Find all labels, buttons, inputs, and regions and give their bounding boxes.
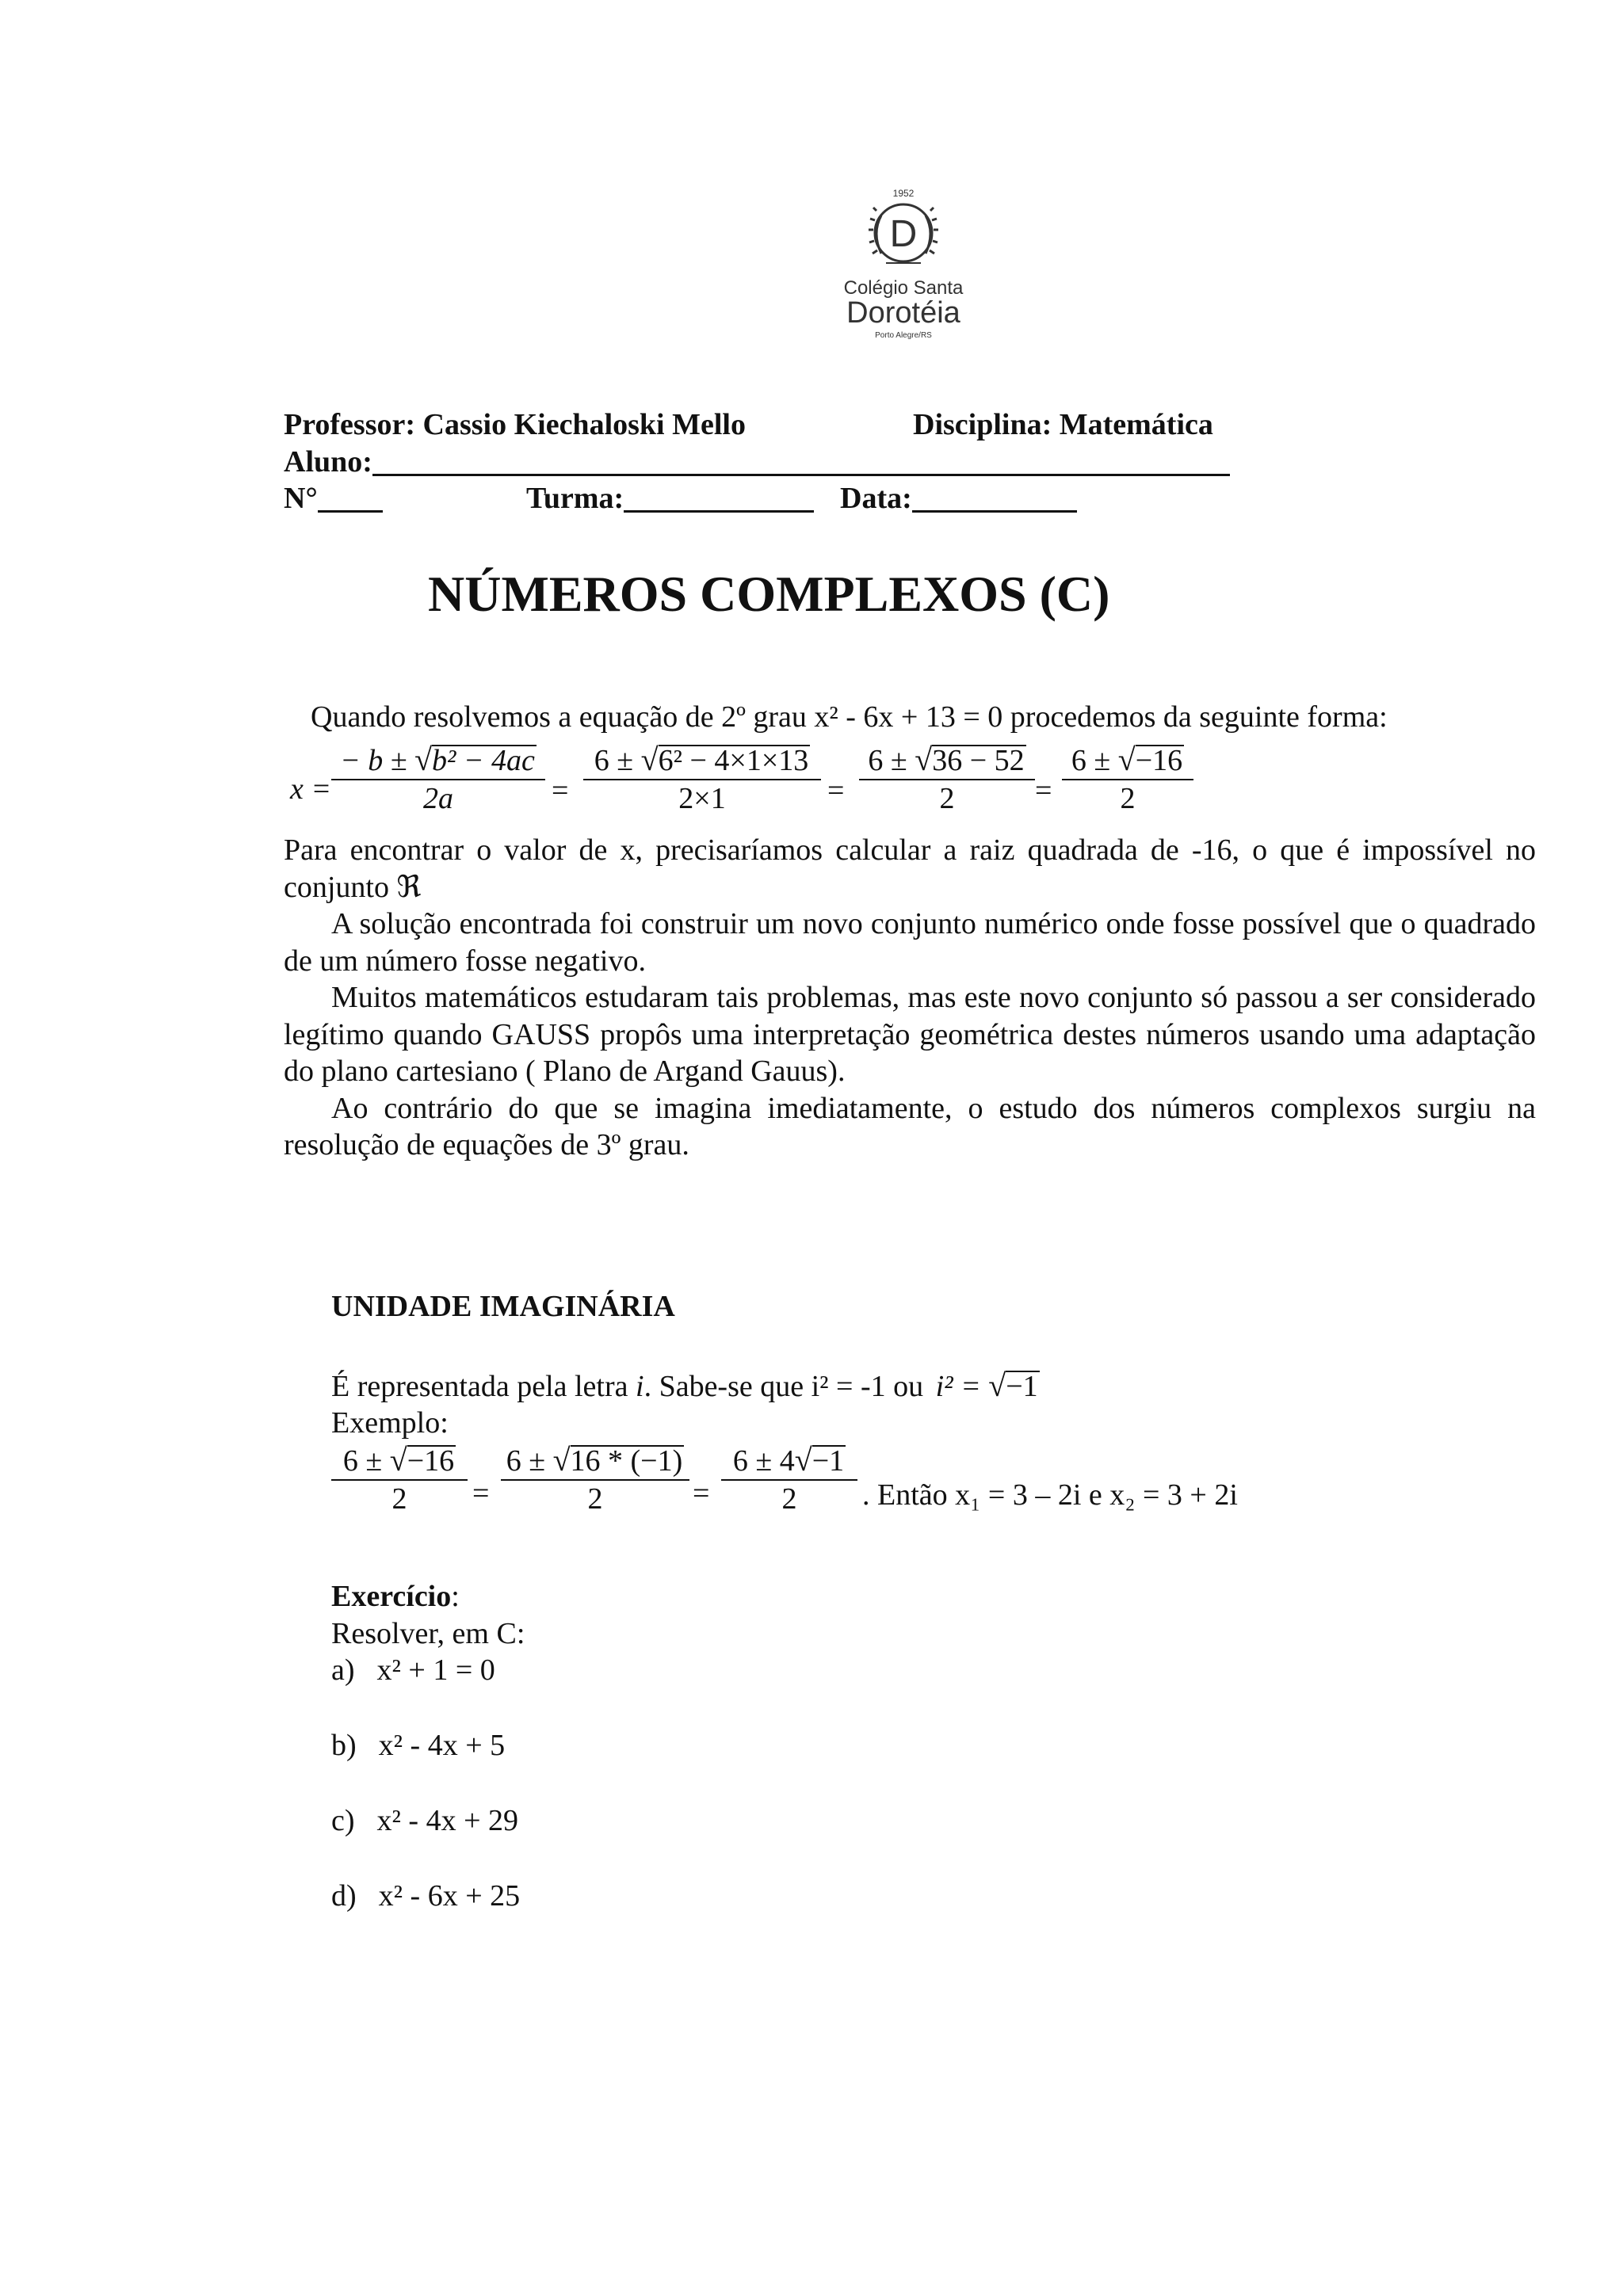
numero-row [284, 480, 383, 517]
exercicio-instruction: Resolver, em C: [331, 1617, 525, 1650]
data-label: Data: [840, 482, 912, 515]
school-logo [824, 184, 983, 350]
page-title: NÚMEROS COMPLEXOS (C) [428, 566, 1110, 622]
equals-sign: = [1035, 774, 1052, 807]
logo-line1: Colégio Santa [843, 277, 964, 299]
fraction-simplified: 6 ± √36 − 52 2 [859, 743, 1035, 815]
numero-field[interactable] [318, 483, 383, 513]
professor-label: Professor: Cassio Kiechaloski Mello [284, 408, 746, 441]
aluno-label: Aluno: [284, 445, 372, 479]
fraction-general: − b ± √b² − 4ac 2a [331, 743, 545, 815]
aluno-field[interactable] [372, 447, 1230, 476]
exercise-item-b: b) x² - 4x + 5 [331, 1729, 506, 1762]
disciplina-label: Disciplina: Matemática [913, 408, 1213, 441]
intro-body [284, 832, 1536, 1164]
intro-paragraph-3: A solução encontrada foi construir um novo conjunto numérico onde fosse possível que o quadrado de um número fosse negativo. [284, 907, 1536, 978]
fraction-result: 6 ± √−16 2 [1062, 743, 1193, 815]
fraction-substituted: 6 ± √6² − 4×1×13 2×1 [583, 743, 821, 815]
svg-text:1952: 1952 [892, 188, 915, 199]
intro-paragraph-1: Quando resolvemos a equação de 2º grau x² - 6x + 13 = 0 procedemos da seguinte forma: [311, 700, 1388, 734]
turma-row [526, 480, 814, 517]
formula-lhs: x = [290, 772, 332, 806]
intro-paragraph-2: Para encontrar o valor de x, precisaríamos calcular a raiz quadrada de -16, o que é impossível no conjunto ℜ [284, 833, 1536, 904]
svg-text:D: D [889, 213, 918, 255]
turma-field[interactable] [624, 483, 814, 513]
i-squared-formula: i² = √−1 [935, 1367, 1038, 1403]
equals-sign: = [693, 1477, 710, 1510]
data-row [840, 480, 1077, 517]
turma-label: Turma: [526, 482, 624, 515]
data-field[interactable] [912, 483, 1077, 513]
exercise-item-a: a) x² + 1 = 0 [331, 1653, 495, 1687]
exemplo-label: Exemplo: [331, 1406, 449, 1440]
example-conclusion: . Então x₁ = 3 – 2i e x₂ = 3 + 2i [862, 1478, 1238, 1512]
example-fraction-1: 6 ± √−16 2 [331, 1444, 468, 1516]
intro-paragraph-4: Muitos matemáticos estudaram tais problemas, mas este novo conjunto só passou a ser considerado legítimo quando GAUSS propôs uma interpretação geométrica destes números usando uma adaptação do plano cartesiano ( Plano de Argand Gauus). [284, 981, 1536, 1088]
numero-label: N° [284, 482, 318, 515]
intro-paragraph-5: Ao contrário do que se imagina imediatamente, o estudo dos números complexos surgiu na resolução de equações de 3º grau. [284, 1091, 1536, 1161]
equals-sign: = [827, 774, 845, 807]
equals-sign: = [552, 774, 569, 807]
aluno-row [284, 444, 1230, 480]
example-fraction-3: 6 ± 4√−1 2 [721, 1444, 857, 1516]
exercise-item-c: c) x² - 4x + 29 [331, 1804, 519, 1837]
logo-line2: Dorotéia [846, 296, 960, 330]
unidade-definition: É representada pela letra i. Sabe-se que i² = -1 ou i² = √−1 [331, 1367, 1038, 1403]
equals-sign: = [472, 1477, 490, 1510]
section-heading-unidade: UNIDADE IMAGINÁRIA [331, 1290, 675, 1323]
logo-line3: Porto Alegre/RS [875, 331, 932, 340]
example-fraction-2: 6 ± √16 * (−1) 2 [501, 1444, 689, 1516]
exercicio-heading: Exercício: [331, 1580, 460, 1613]
exercise-item-d: d) x² - 6x + 25 [331, 1879, 521, 1913]
